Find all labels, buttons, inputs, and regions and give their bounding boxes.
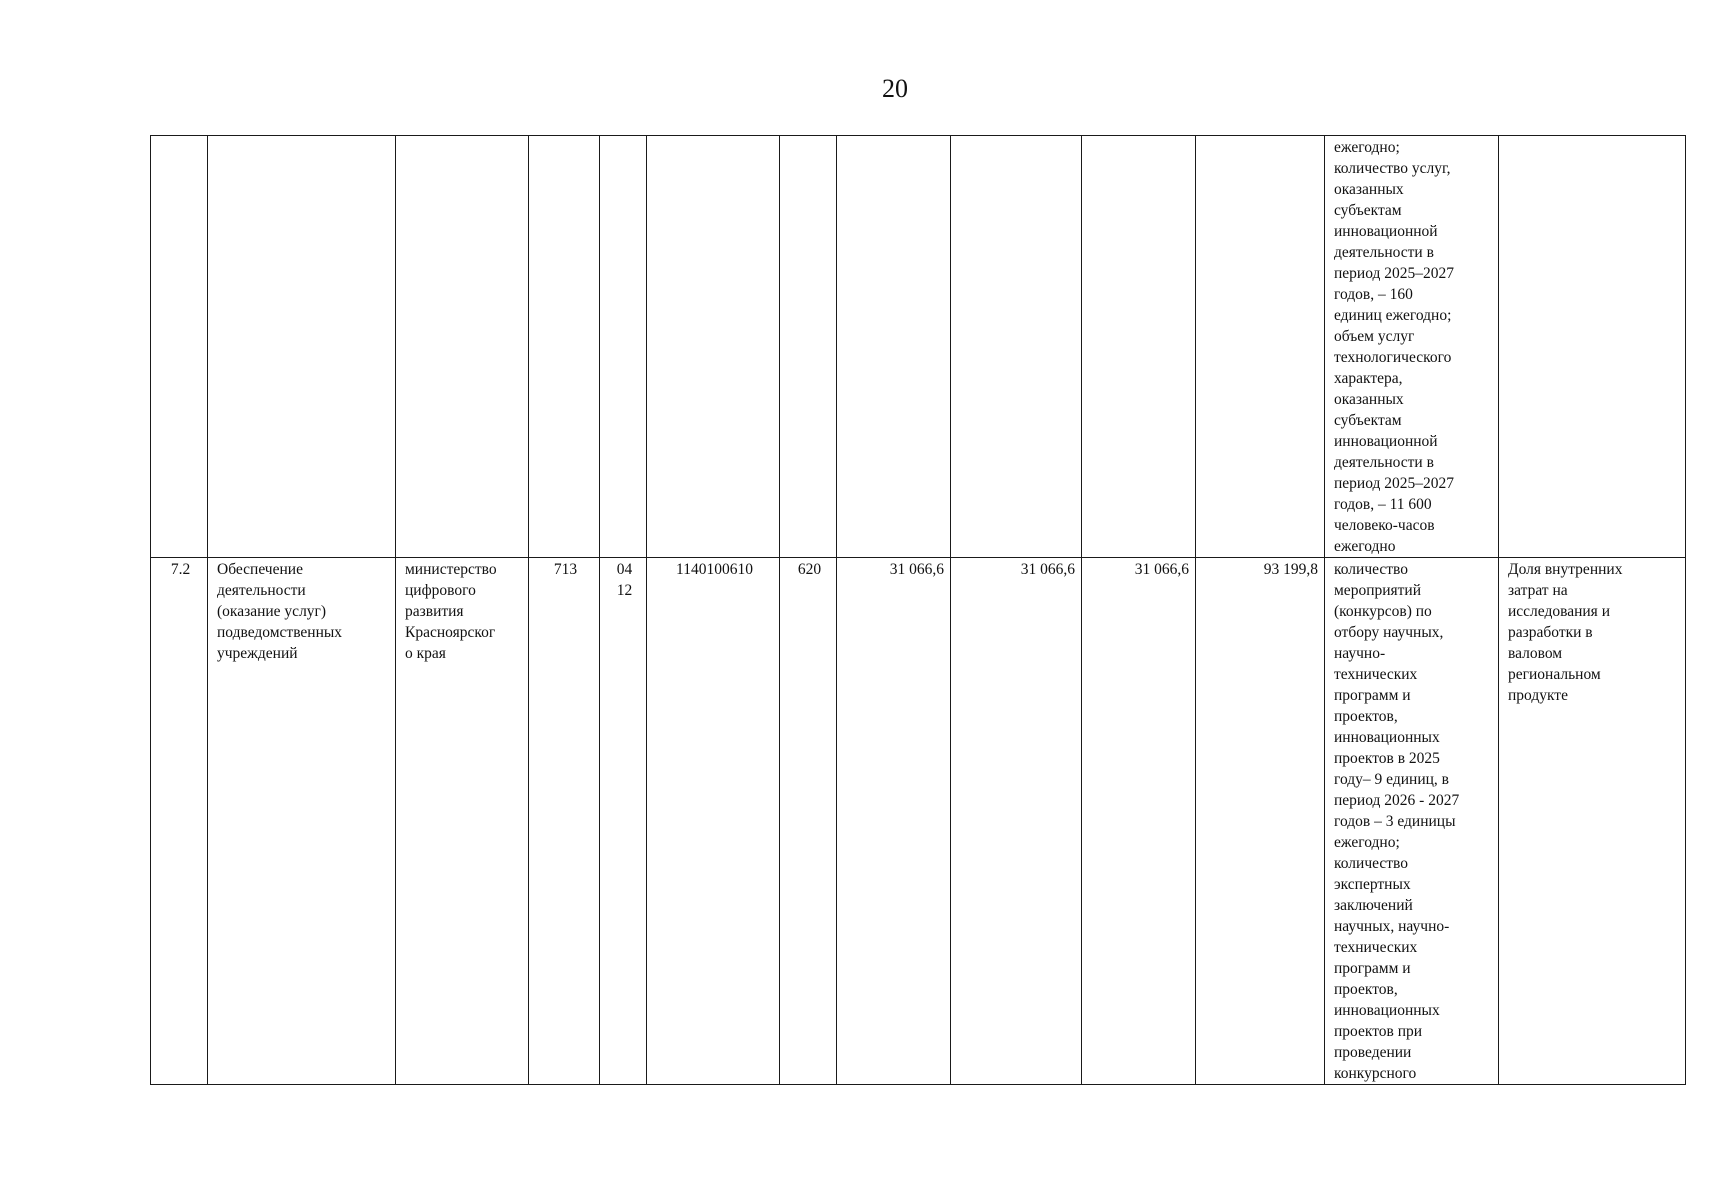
- results-line: единиц ежегодно;: [1334, 307, 1452, 324]
- results-line: субъектам: [1334, 412, 1402, 429]
- table-row-continuation: [151, 136, 1686, 558]
- results-line: годов, – 11 600: [1334, 496, 1432, 513]
- results-line: характера,: [1334, 370, 1403, 387]
- results-line: субъектам: [1334, 202, 1402, 219]
- indicator-line: региональном: [1508, 666, 1601, 683]
- name-line: подведомственных: [217, 624, 343, 641]
- cell-2026: 31 066,6: [951, 558, 1082, 1085]
- name-line: (оказание услуг): [217, 603, 327, 620]
- results-line: инновационных: [1334, 729, 1440, 746]
- results-line: заключений: [1334, 897, 1413, 914]
- results-line: ежегодно;: [1334, 139, 1400, 156]
- results-line: объем услуг: [1334, 328, 1415, 345]
- results-line: годов – 3 единицы: [1334, 813, 1456, 830]
- results-line: ежегодно: [1334, 538, 1396, 555]
- cell-number: 7.2: [151, 558, 208, 1085]
- program-table: [150, 135, 1686, 1085]
- indicator-line: исследования и: [1508, 603, 1610, 620]
- cell-administrator: [396, 136, 529, 558]
- cell-grbs: [529, 136, 600, 558]
- results-line: инновационной: [1334, 223, 1438, 240]
- cell-results: [1325, 558, 1499, 1085]
- results-line: отбору научных,: [1334, 624, 1444, 641]
- name-line: деятельности: [217, 582, 306, 599]
- results-line: инновационных: [1334, 1002, 1440, 1019]
- results-line: конкурсного: [1334, 1065, 1417, 1082]
- results-line: году– 9 единиц, в: [1334, 771, 1449, 788]
- results-line: инновационной: [1334, 433, 1438, 450]
- administrator-line: министерство: [405, 561, 497, 578]
- results-line: количество: [1334, 561, 1408, 578]
- results-line: экспертных: [1334, 876, 1411, 893]
- results-line: технических: [1334, 666, 1418, 683]
- cell-2026: [951, 136, 1082, 558]
- cell-results: [1325, 136, 1499, 558]
- indicator-line: продукте: [1508, 687, 1568, 704]
- rzpr-line: 12: [616, 582, 633, 599]
- administrator-line: о края: [405, 645, 446, 662]
- cell-2027: 31 066,6: [1082, 558, 1196, 1085]
- page-number: 20: [882, 74, 908, 103]
- results-line: проектов при: [1334, 1023, 1423, 1040]
- results-line: научных, научно-: [1334, 918, 1450, 935]
- rzpr-line: 04: [616, 561, 633, 578]
- results-line: человеко-часов: [1334, 517, 1435, 534]
- results-line: деятельности в: [1334, 454, 1434, 471]
- indicator-line: Доля внутренних: [1508, 561, 1623, 578]
- cell-indicator: [1499, 136, 1686, 558]
- results-line: научно-: [1334, 645, 1386, 662]
- results-line: количество: [1334, 855, 1408, 872]
- cell-grbs: 713: [529, 558, 600, 1085]
- results-line: проектов в 2025: [1334, 750, 1440, 767]
- cell-vr: [780, 136, 837, 558]
- results-line: проектов,: [1334, 708, 1398, 725]
- results-line: период 2025–2027: [1334, 265, 1455, 282]
- results-line: оказанных: [1334, 181, 1404, 198]
- cell-csr: 1140100610: [647, 558, 780, 1085]
- cell-indicator: [1499, 558, 1686, 1085]
- results-line: период 2025–2027: [1334, 475, 1455, 492]
- cell-2027: [1082, 136, 1196, 558]
- results-line: деятельности в: [1334, 244, 1434, 261]
- results-line: технологического: [1334, 349, 1452, 366]
- cell-total: [1196, 136, 1325, 558]
- cell-name: [208, 558, 396, 1085]
- cell-vr: 620: [780, 558, 837, 1085]
- cell-csr: [647, 136, 780, 558]
- administrator-line: цифрового: [405, 582, 476, 599]
- administrator-line: развития: [405, 603, 464, 620]
- results-line: оказанных: [1334, 391, 1404, 408]
- indicator-line: затрат на: [1508, 582, 1568, 599]
- results-line: программ и: [1334, 687, 1411, 704]
- table-row-7-2: [151, 558, 1686, 1085]
- results-line: проведении: [1334, 1044, 1412, 1061]
- name-line: учреждений: [217, 645, 298, 662]
- results-line: технических: [1334, 939, 1418, 956]
- results-line: программ и: [1334, 960, 1411, 977]
- name-line: Обеспечение: [217, 561, 303, 578]
- cell-rzpr: [600, 136, 647, 558]
- results-line: количество услуг,: [1334, 160, 1451, 177]
- cell-administrator: [396, 558, 529, 1085]
- results-line: (конкурсов) по: [1334, 603, 1432, 620]
- cell-2025: [837, 136, 951, 558]
- results-line: ежегодно;: [1334, 834, 1400, 851]
- cell-name: [208, 136, 396, 558]
- cell-number: [151, 136, 208, 558]
- cell-2025: 31 066,6: [837, 558, 951, 1085]
- cell-total: 93 199,8: [1196, 558, 1325, 1085]
- results-line: годов, – 160: [1334, 286, 1413, 303]
- cell-rzpr: [600, 558, 647, 1085]
- indicator-line: разработки в: [1508, 624, 1593, 641]
- results-line: мероприятий: [1334, 582, 1422, 599]
- results-line: период 2026 - 2027: [1334, 792, 1460, 809]
- indicator-line: валовом: [1508, 645, 1563, 662]
- results-line: проектов,: [1334, 981, 1398, 998]
- administrator-line: Красноярског: [405, 624, 496, 641]
